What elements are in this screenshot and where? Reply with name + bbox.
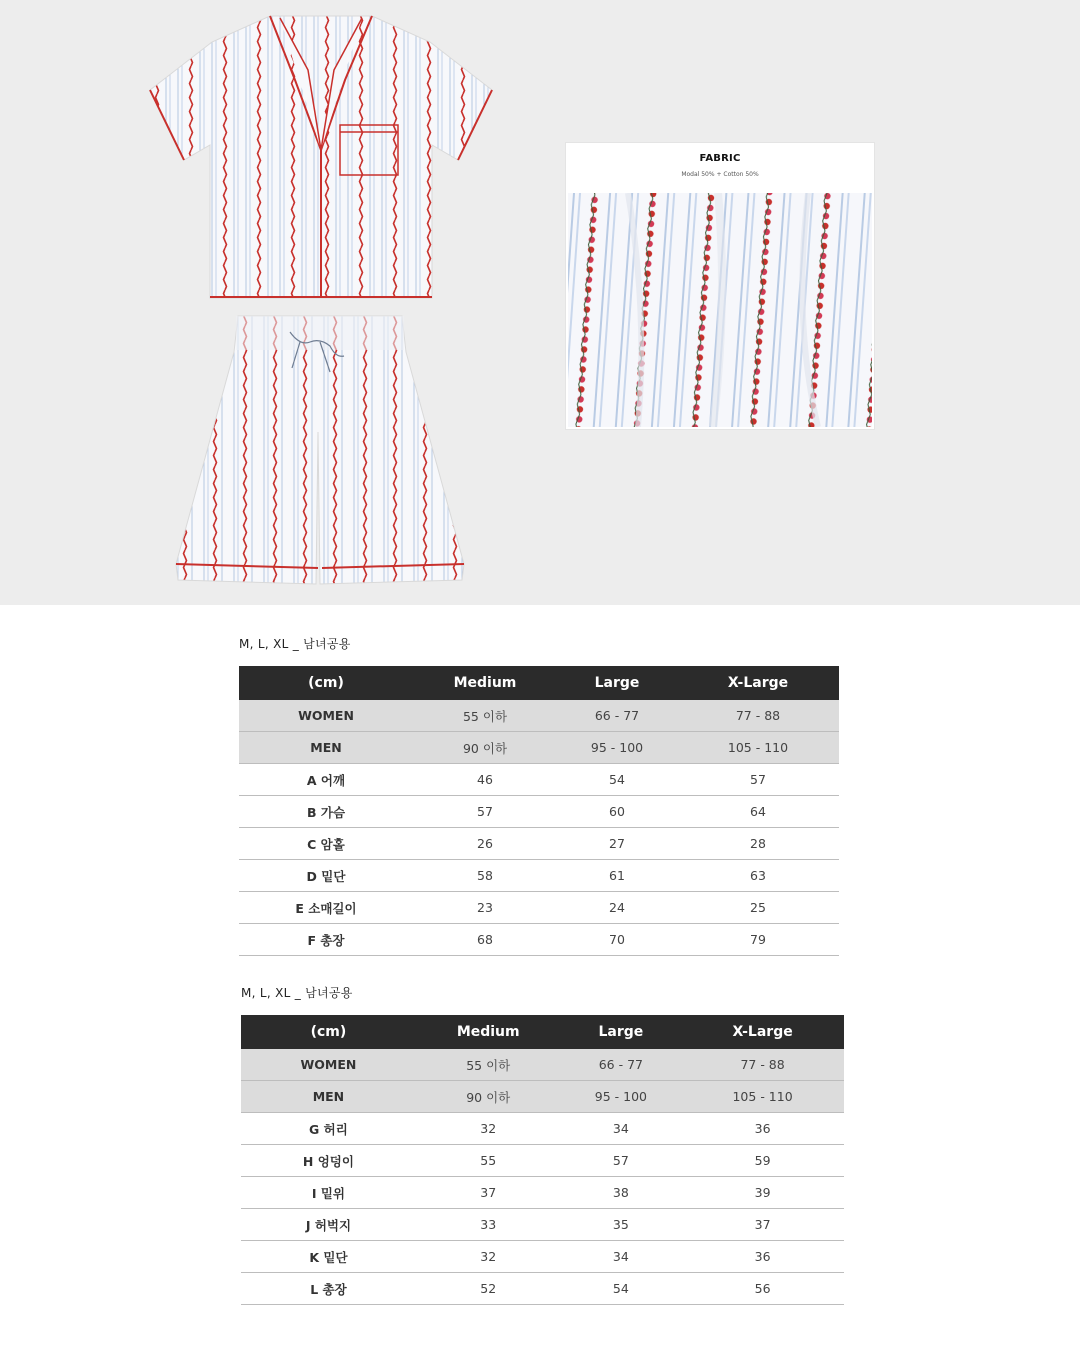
cell-large: 61 [557,860,677,892]
table-row [241,1113,844,1145]
cell-large: 35 [561,1209,682,1241]
row-label: MEN [241,1081,416,1113]
header-large: Large [557,666,677,700]
cell-medium: 23 [413,892,557,924]
cell-medium: 55 이하 [416,1049,561,1081]
cell-large: 38 [561,1177,682,1209]
row-label: WOMEN [239,700,413,732]
cell-xlarge: 59 [681,1145,844,1177]
cell-medium: 46 [413,764,557,796]
cell-large: 34 [561,1113,682,1145]
cell-xlarge: 39 [681,1177,844,1209]
cell-xlarge: 36 [681,1241,844,1273]
cell-xlarge: 77 - 88 [677,700,839,732]
fabric-card [566,143,874,429]
table-row [239,924,839,956]
row-label: I 밑위 [241,1177,416,1209]
cell-medium: 90 이하 [416,1081,561,1113]
row-label: B 가슴 [239,796,413,828]
table-row [241,1177,844,1209]
pajama-shirt-image [140,10,500,302]
header-medium: Medium [416,1015,561,1049]
row-label: G 허리 [241,1113,416,1145]
cell-large: 27 [557,828,677,860]
row-label: K 밑단 [241,1241,416,1273]
cell-xlarge: 37 [681,1209,844,1241]
cell-medium: 32 [416,1113,561,1145]
cell-xlarge: 28 [677,828,839,860]
table-row [239,796,839,828]
bottom-size-block [241,985,844,1305]
cell-large: 95 - 100 [557,732,677,764]
row-label: MEN [239,732,413,764]
table-row [241,1273,844,1305]
table-row [239,764,839,796]
cell-xlarge: 79 [677,924,839,956]
header-unit: (cm) [241,1015,416,1049]
cell-xlarge: 64 [677,796,839,828]
cell-large: 34 [561,1241,682,1273]
bottom-table-body [241,1049,844,1305]
top-size-block [239,636,839,956]
row-label: F 총장 [239,924,413,956]
cell-medium: 32 [416,1241,561,1273]
cell-medium: 26 [413,828,557,860]
row-label: H 엉덩이 [241,1145,416,1177]
cell-medium: 90 이하 [413,732,557,764]
header-unit: (cm) [239,666,413,700]
table-header-row [241,1015,844,1049]
cell-large: 66 - 77 [557,700,677,732]
cell-medium: 57 [413,796,557,828]
row-label: L 총장 [241,1273,416,1305]
table-row [239,860,839,892]
cell-xlarge: 77 - 88 [681,1049,844,1081]
cell-xlarge: 57 [677,764,839,796]
cell-medium: 52 [416,1273,561,1305]
cell-large: 66 - 77 [561,1049,682,1081]
bottom-size-table [241,1015,844,1305]
cell-large: 54 [557,764,677,796]
table-row [241,1049,844,1081]
top-size-table [239,666,839,956]
cell-large: 54 [561,1273,682,1305]
bottom-size-caption: M, L, XL _ 남녀공용 [241,986,353,1000]
cell-large: 57 [561,1145,682,1177]
row-label: J 허벅지 [241,1209,416,1241]
fabric-swatch-image [568,193,872,427]
table-row [241,1081,844,1113]
cell-medium: 55 [416,1145,561,1177]
cell-xlarge: 25 [677,892,839,924]
header-medium: Medium [413,666,557,700]
table-row [239,892,839,924]
cell-large: 70 [557,924,677,956]
cell-xlarge: 105 - 110 [677,732,839,764]
cell-medium: 37 [416,1177,561,1209]
cell-medium: 55 이하 [413,700,557,732]
header-xlarge: X-Large [677,666,839,700]
fabric-title: FABRIC [699,153,741,164]
table-row [241,1241,844,1273]
table-row [239,828,839,860]
cell-medium: 33 [416,1209,561,1241]
row-label: A 어깨 [239,764,413,796]
table-row [241,1145,844,1177]
header-large: Large [561,1015,682,1049]
top-table-body [239,700,839,956]
cell-large: 24 [557,892,677,924]
row-label: D 밑단 [239,860,413,892]
fabric-composition: Modal 50% + Cotton 50% [681,171,759,178]
pajama-shorts-image [170,312,470,598]
cell-medium: 58 [413,860,557,892]
row-label: C 암홀 [239,828,413,860]
table-row [241,1209,844,1241]
cell-xlarge: 36 [681,1113,844,1145]
cell-medium: 68 [413,924,557,956]
cell-xlarge: 63 [677,860,839,892]
row-label: E 소매길이 [239,892,413,924]
product-hero [0,0,1080,605]
table-header-row [239,666,839,700]
cell-large: 95 - 100 [561,1081,682,1113]
table-row [239,732,839,764]
top-size-caption: M, L, XL _ 남녀공용 [239,637,351,651]
cell-large: 60 [557,796,677,828]
table-row [239,700,839,732]
header-xlarge: X-Large [681,1015,844,1049]
cell-xlarge: 56 [681,1273,844,1305]
row-label: WOMEN [241,1049,416,1081]
cell-xlarge: 105 - 110 [681,1081,844,1113]
